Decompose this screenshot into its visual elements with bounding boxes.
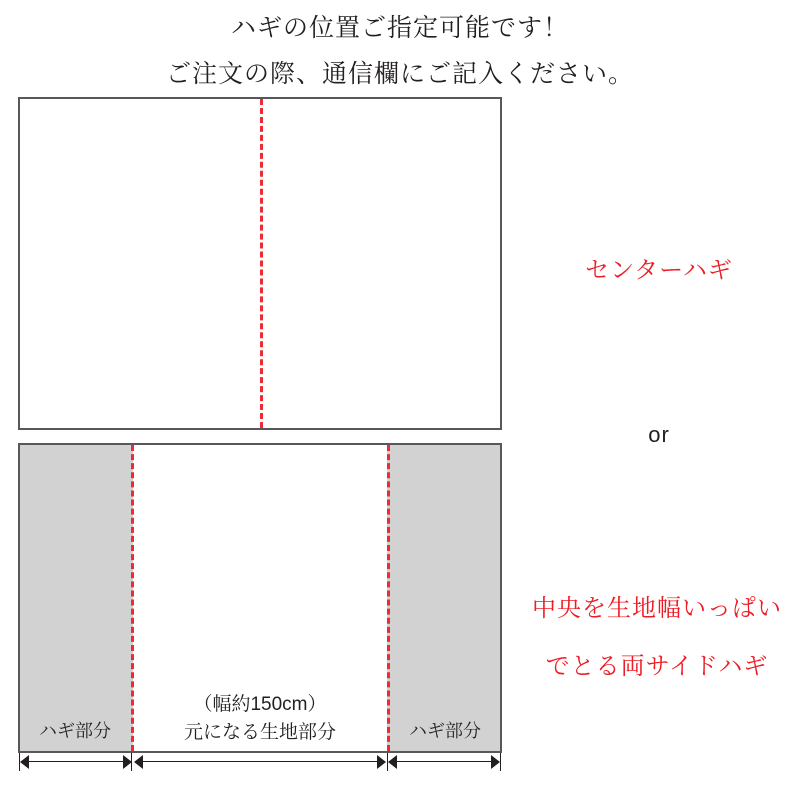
heading-line-1: ハギの位置ご指定可能です！ — [230, 14, 569, 42]
dimension-bar — [27, 761, 125, 762]
arrow-head-right-icon — [123, 755, 132, 769]
dimension-bar — [395, 761, 493, 762]
hagi-area-right — [387, 445, 500, 751]
base-fabric-label: 元になる生地部分 — [183, 722, 336, 743]
dimension-arrow-right — [388, 755, 500, 769]
caption-side-seam-line-1: 中央を生地幅いっぱい — [532, 595, 782, 622]
center-seam-panel — [18, 97, 502, 430]
center-seam-line — [260, 99, 263, 428]
dim-tick-far-right — [500, 753, 501, 771]
caption-center-seam: センターハギ — [585, 257, 733, 284]
arrow-head-left-icon — [20, 755, 29, 769]
width-note-label: （幅約150cm） — [193, 694, 327, 715]
hagi-right-label: ハギ部分 — [409, 721, 481, 741]
caption-side-seam-line-2: でとる両サイドハギ — [545, 653, 769, 680]
caption-or: or — [648, 422, 670, 447]
dimension-arrow-center — [134, 755, 386, 769]
heading-line-2: ご注文の際、通信欄にご記入ください。 — [165, 60, 634, 88]
dimension-bar — [141, 761, 379, 762]
arrow-head-left-icon — [134, 755, 143, 769]
hagi-area-left — [20, 445, 133, 751]
arrow-head-left-icon — [388, 755, 397, 769]
arrow-head-right-icon — [491, 755, 500, 769]
hagi-left-label: ハギ部分 — [39, 721, 111, 741]
dimension-arrow-left — [20, 755, 132, 769]
arrow-head-right-icon — [377, 755, 386, 769]
